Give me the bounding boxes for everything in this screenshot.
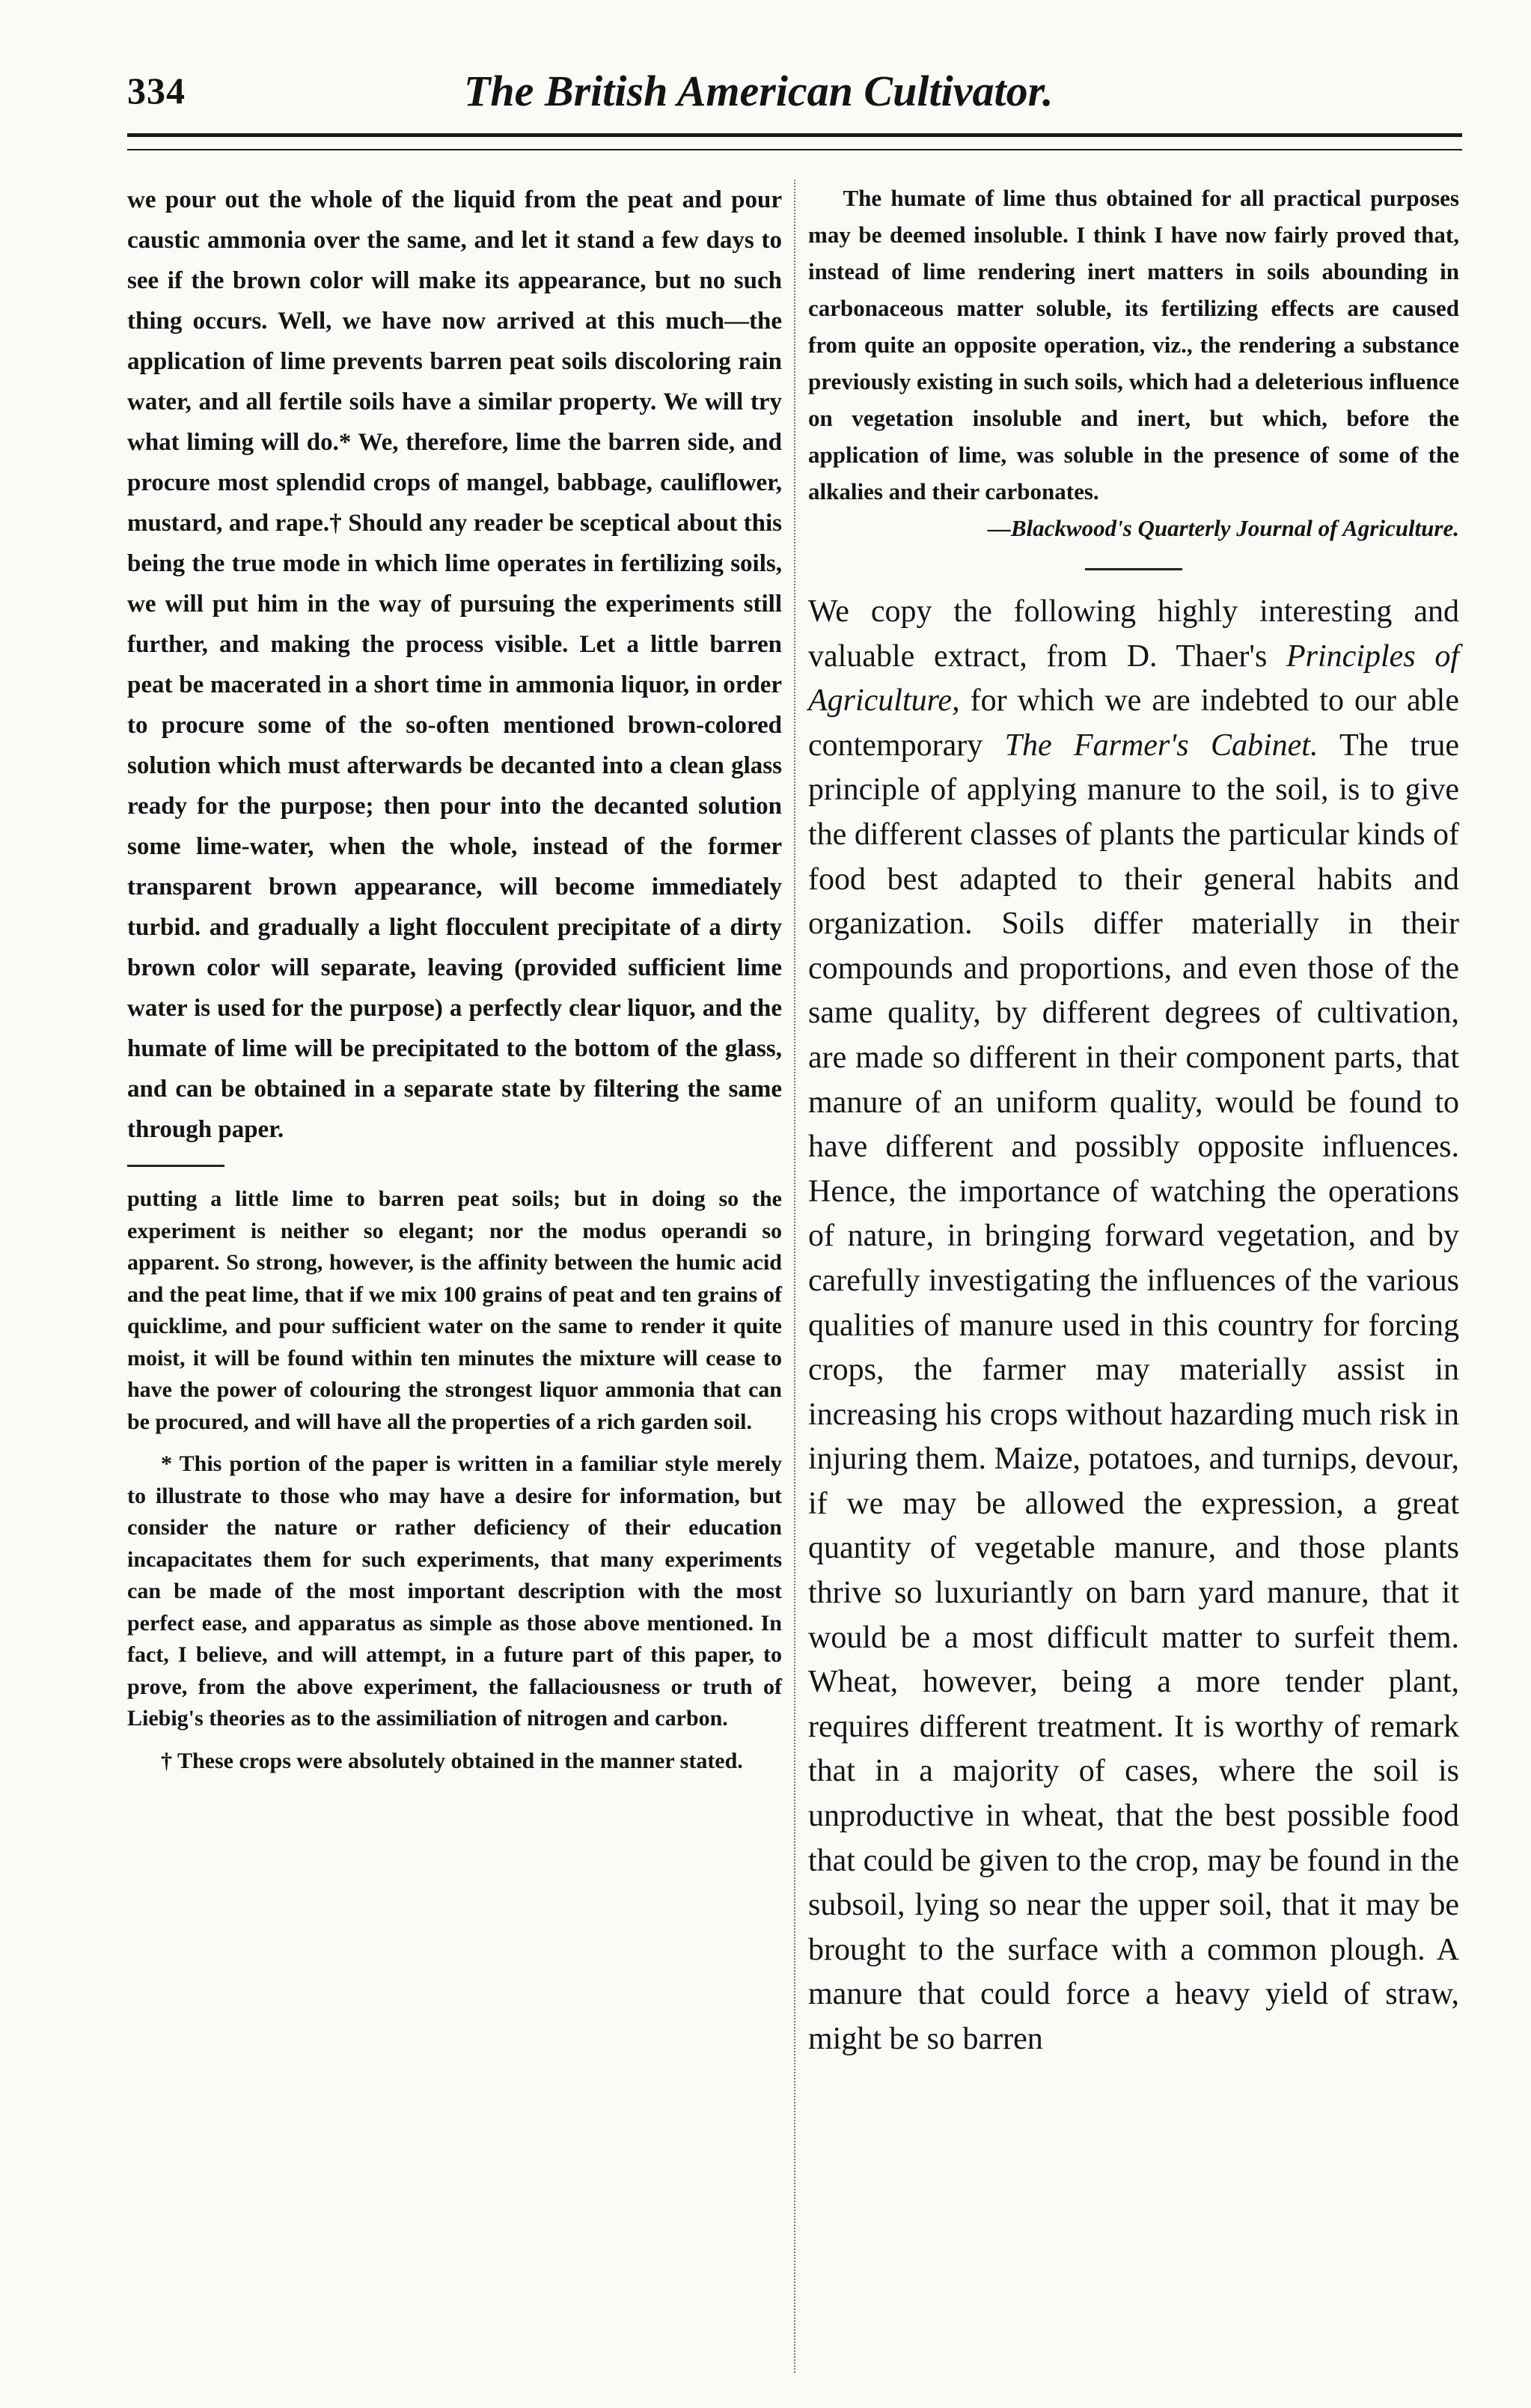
right-column (808, 180, 1459, 2062)
footnote-continued: putting a little lime to barren peat soils; but in doing so the experiment is neither so elegant; nor the modus operandi so apparent. So strong, however, is the affinity between the humic acid and the peat lime, that if we mix 100 grains of peat and ten grains of quicklime, and pour sufficient water on the same to render it quite moist, it will be found within ten minutes the mixture will cease to have the power of colouring the strongest liquor ammonia that can be procured, and will have all the properties of a rich garden soil. (127, 1186, 782, 1434)
page-number: 334 (127, 70, 186, 112)
article-text (808, 590, 1459, 2062)
column-divider (794, 180, 795, 2373)
footnote-star: * This portion of the paper is written in a familiar style merely to illustrate to those who may have a desire for information, but consider the nature or rather deficiency of their education incapacitates them for such experiments, that many experiments can be made of the most important description with the most perfect ease, and apparatus as simple as those above mentioned. In fact, I believe, and will attempt, in a future part of this paper, to prove, from the above experiment, the fallaciousness or truth of Liebig's theories as to the assimiliation of nitrogen and carbon. (127, 1451, 782, 1731)
header-rule (127, 133, 1462, 150)
article-intro-cont: for which we are indebted to our able contemporary (808, 683, 1459, 763)
article-body: The true principle of applying manure to the soil, is to give the different classes of plants the particular kinds of food best adapted to their general habits and organization. Soils differ materially in their compounds and proportions, and even those of the same quality, by different degrees of cultivation, are made so different in their component parts, that manure of an uniform quality, would be found to have different and possibly opposite influences. Hence, the importance of watching the operations of nature, in bringing forward vegetation, and by carefully investigating the influences of the various qualities of manure used in this country for forcing crops, the farmer may materially assist in increasing his crops without hazarding much risk in injuring them. Maize, potatoes, and turnips, devour, if we may be allowed the expression, a great quantity of vegetable manure, and those plants thrive so luxuriantly on barn yard manure, that it would be a most difficult matter to surfeit them. Wheat, however, being a more tender plant, requires different treatment. It is worthy of remark that in a majority of cases, where the soil is unproductive in wheat, that the best possible food that could be given to the crop, may be found in the subsoil, lying so near the upper soil, that it may be brought to the surface with a common plough. A manure that could force a heavy yield of straw, might be so barren (808, 728, 1459, 2056)
closing-paragraph: The humate of lime thus obtained for all practical purposes may be deemed insoluble. I think I have now fairly proved that, instead of lime rendering inert matters in soils abounding in carbonaceous matter soluble, its fertilizing effects are caused from quite an opposite operation, viz., the rendering a substance previously existing in such soils, which had a deleterious influence on vegetation insoluble and inert, but which, before the application of lime, was soluble in the presence of some of the alkalies and their carbonates. (808, 185, 1459, 505)
article-separator (1085, 568, 1182, 570)
citation: —Blackwood's Quarterly Journal of Agriculture. (987, 515, 1459, 541)
periodical-title: The Farmer's Cabinet. (1004, 728, 1318, 763)
article-intro: We copy the following highly interesting and valuable extract, from D. Thaer's (808, 594, 1459, 674)
book-title: Principles of Agriculture, (808, 638, 1459, 719)
footnote-separator (127, 1165, 224, 1167)
running-title: The British American Cultivator. (464, 67, 1054, 115)
footnote-dagger: † These crops were absolutely obtained in the manner stated. (161, 1748, 743, 1773)
main-paragraph: we pour out the whole of the liquid from the peat and pour caustic ammonia over the same, and let it stand a few days to see if the brown color will make its appearance, but no such thing occurs. Well, we have now arrived at this much—the application of lime prevents barren peat soils discoloring rain water, and all fertile soils have a similar property. We will try what liming will do.* We, therefore, lime the barren side, and procure most splendid crops of mangel, babbage, cauliflower, mustard, and rape.† Should any reader be sceptical about this being the true mode in which lime operates in fertilizing soils, we will put him in the way of pursuing the experiments still further, and making the process visible. Let a little barren peat be macerated in a short time in ammonia liquor, in order to procure some of the so-often mentioned brown-colored solution which must afterwards be decanted into a clean glass ready for the purpose; then pour into the decanted solution some lime-water, when the whole, instead of the former transparent brown appearance, will become immediately turbid. and gradually a light flocculent precipitate of a dirty brown color will separate, leaving (provided sufficient lime water is used for the purpose) a perfectly clear liquor, and the humate of lime will be precipitated to the bottom of the glass, and can be obtained in a separate state by filtering the same through paper. (127, 186, 782, 1143)
left-column (127, 180, 782, 1787)
